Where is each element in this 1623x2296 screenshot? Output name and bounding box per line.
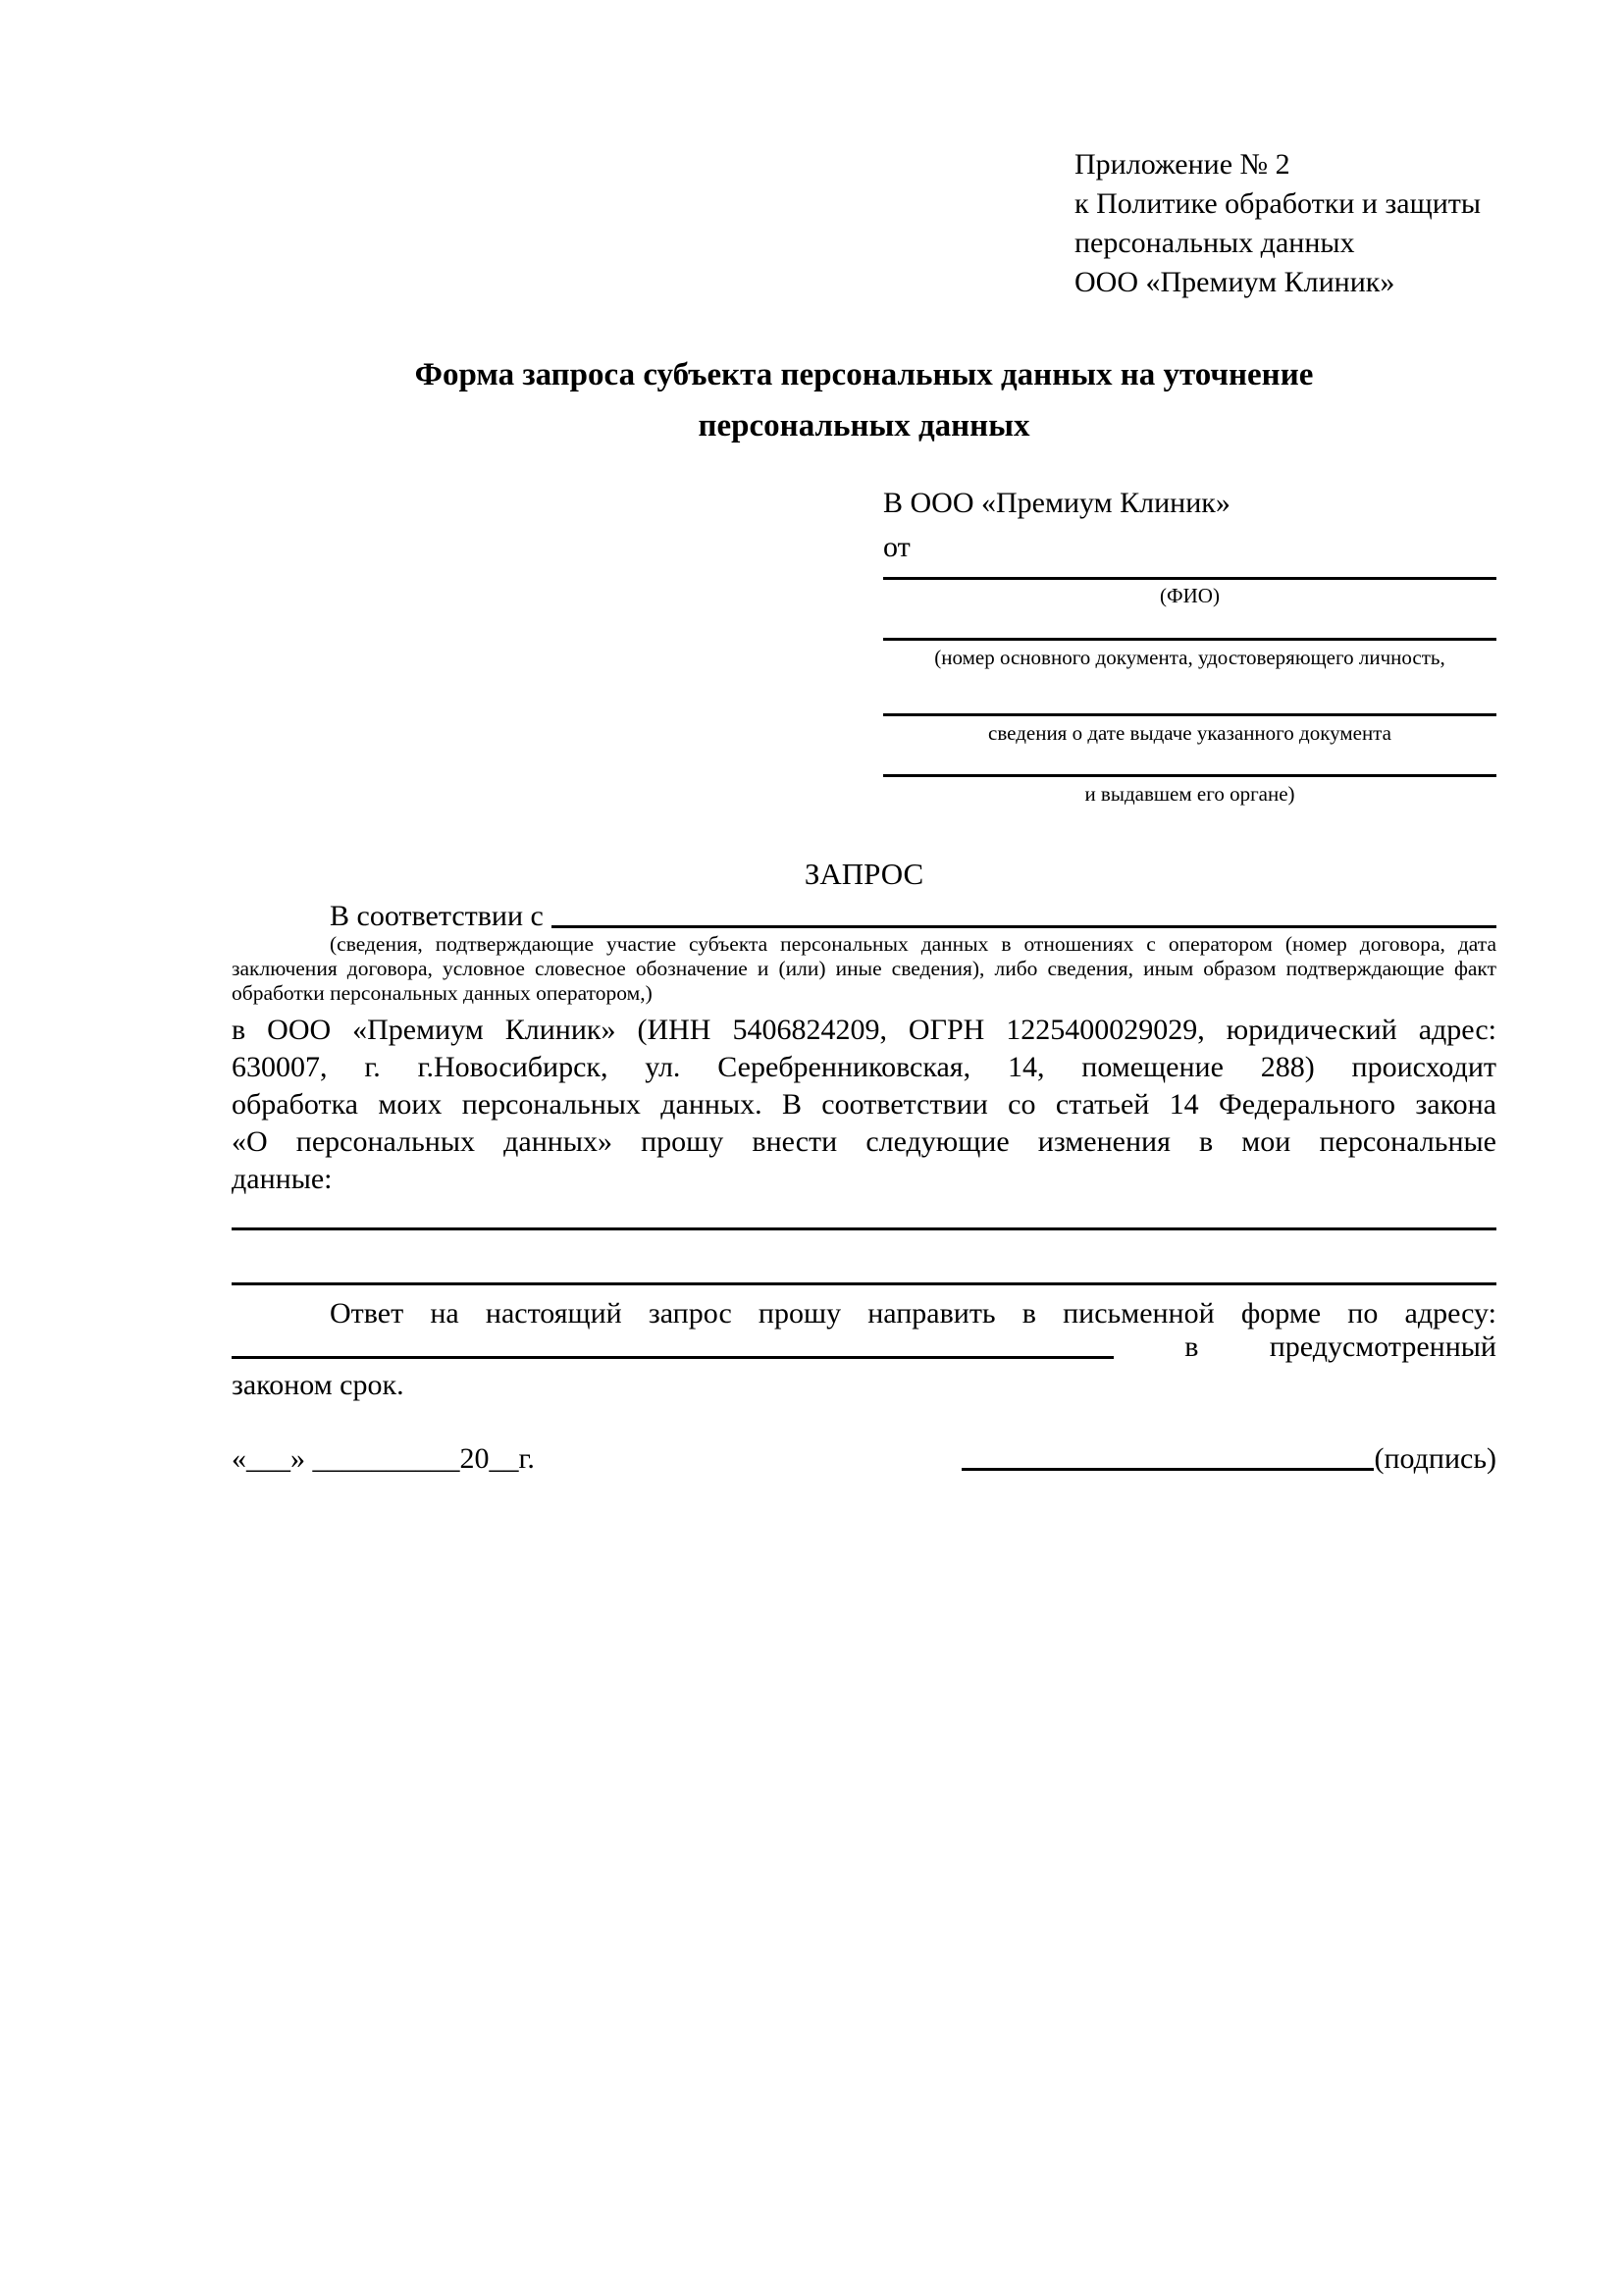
reply-word: в <box>1184 1331 1199 1363</box>
addressee-from-label: от <box>883 531 911 563</box>
fio-caption: (ФИО) <box>1160 584 1220 607</box>
reply-address-row <box>232 1329 1496 1366</box>
accordance-row <box>232 898 1496 935</box>
changes-blank-line <box>232 1282 1496 1285</box>
footnote-line: (сведения, подтверждающие участие субъекта персональных данных в отношениях с оператором (номер договора, дата <box>330 932 1496 956</box>
document-title-line: Форма запроса субъекта персональных данных на уточнение <box>414 357 1314 392</box>
appendix-line: Приложение № 2 <box>1074 148 1290 181</box>
fio-blank-line <box>883 577 1496 580</box>
document-number-caption: (номер основного документа, удостоверяющего личность, <box>934 646 1445 669</box>
accordance-label: В соответствии с <box>330 900 544 932</box>
document-number-blank-line <box>883 638 1496 641</box>
changes-blank-line <box>232 1227 1496 1230</box>
addressee-block <box>883 481 1496 569</box>
addressee-organization: В ООО «Премиум Клиник» <box>883 487 1230 519</box>
reply-address-sentence: Ответ на настоящий запрос прошу направить в письменной форме по адресу: <box>330 1297 1496 1330</box>
body-line: обработка моих персональных данных. В соответствии со статьей 14 Федерального закона <box>232 1088 1496 1121</box>
reply-word: предусмотренный <box>1269 1331 1496 1363</box>
appendix-line: к Политике обработки и защиты <box>1074 187 1482 220</box>
issuing-authority-caption: и выдавшем его органе) <box>1084 782 1295 806</box>
signature-blank-line <box>962 1468 1374 1471</box>
body-line: данные: <box>232 1163 333 1195</box>
date-blank-line: «___» __________20__г. <box>232 1442 535 1475</box>
footnote-line: заключения договора, условное словесное обозначение и (или) иные сведения), либо сведения, иным образом подтверждающие факт <box>232 957 1496 980</box>
appendix-header-block <box>1074 145 1516 302</box>
signature-caption: (подпись) <box>1374 1442 1496 1475</box>
signature-group <box>962 1440 1496 1478</box>
request-body-paragraph <box>232 1012 1496 1198</box>
request-heading: ЗАПРОС <box>804 857 924 891</box>
body-line: в ООО «Премиум Клиник» (ИНН 5406824209, ОГРН 1225400029029, юридический адрес: <box>232 1014 1496 1046</box>
document-title-line: персональных данных <box>698 408 1030 444</box>
appendix-line: ООО «Премиум Клиник» <box>1074 266 1395 298</box>
issue-date-caption: сведения о дате выдаче указанного документа <box>988 721 1391 745</box>
reply-closing-words: законом срок. <box>232 1369 404 1401</box>
appendix-line: персональных данных <box>1074 227 1355 259</box>
footnote-line: обработки персональных данных оператором,) <box>232 981 653 1005</box>
accordance-blank-line <box>551 925 1496 928</box>
address-blank-line <box>232 1356 1114 1359</box>
body-line: 630007, г. г.Новосибирск, ул. Серебренниковская, 14, помещение 288) происходит <box>232 1051 1496 1083</box>
document-title <box>232 349 1496 451</box>
body-line: «О персональных данных» прошу внести следующие изменения в мои персональные <box>232 1125 1496 1158</box>
date-signature-row <box>232 1440 1496 1478</box>
accordance-footnote <box>232 932 1496 1006</box>
issue-date-blank-line <box>883 713 1496 716</box>
issuing-authority-blank-line <box>883 774 1496 777</box>
